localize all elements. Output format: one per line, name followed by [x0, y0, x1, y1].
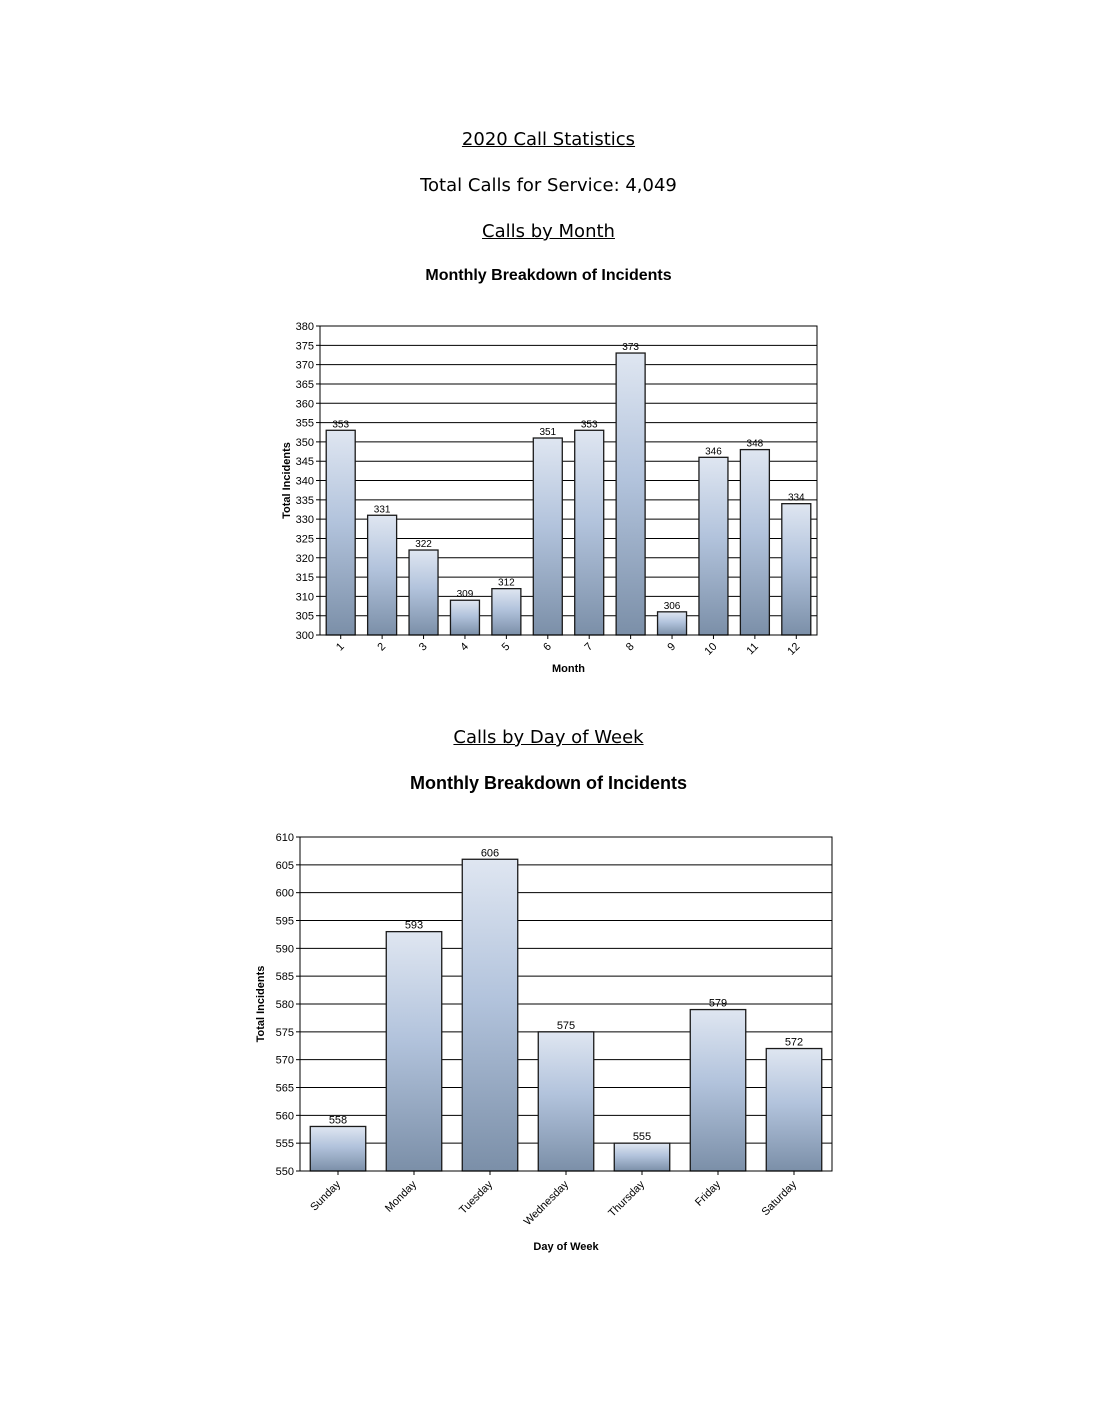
bar	[533, 438, 562, 635]
data-label: 353	[580, 419, 598, 431]
bar	[658, 612, 687, 635]
bar	[690, 1010, 745, 1171]
y-tick-label: 555	[275, 1138, 294, 1151]
data-label: 555	[632, 1131, 652, 1144]
x-tick-label: 3	[416, 640, 430, 654]
x-tick-label: 5	[499, 640, 513, 654]
bar	[575, 430, 604, 635]
y-tick-label: 365	[295, 378, 314, 391]
x-tick-label: 11	[744, 640, 761, 658]
x-tick-label: Saturday	[759, 1178, 800, 1219]
bar	[492, 589, 521, 635]
data-label: 346	[705, 446, 722, 458]
y-tick-label: 560	[275, 1110, 294, 1123]
y-axis-label: Total Incidents	[255, 965, 267, 1043]
bar	[462, 859, 517, 1171]
chart-title-day: Monthly Breakdown of Incidents	[409, 773, 687, 793]
y-tick-label: 600	[275, 887, 294, 900]
x-tick-label: 12	[785, 640, 803, 658]
x-tick-label: 4	[458, 640, 472, 654]
x-tick-label: 6	[541, 640, 554, 654]
x-tick-label: Friday	[693, 1178, 724, 1209]
bar	[766, 1049, 821, 1171]
x-axis-label: Month	[552, 663, 585, 675]
y-tick-label: 595	[275, 915, 294, 928]
y-tick-label: 305	[295, 610, 314, 623]
data-label: 353	[332, 419, 350, 431]
bar	[386, 932, 441, 1171]
y-tick-label: 330	[295, 514, 314, 527]
x-tick-label: Thursday	[606, 1178, 648, 1220]
y-tick-label: 380	[295, 321, 314, 333]
data-label: 334	[787, 492, 805, 504]
x-axis-label: Day of Week	[533, 1241, 599, 1253]
y-tick-label: 345	[295, 456, 314, 469]
data-label: 331	[373, 504, 391, 516]
y-tick-label: 355	[295, 417, 314, 430]
y-tick-label: 370	[295, 359, 314, 372]
bar	[614, 1143, 669, 1171]
y-tick-label: 375	[295, 340, 314, 353]
bar	[699, 457, 728, 635]
bar	[782, 504, 811, 635]
chart-month	[0, 310, 1097, 690]
x-tick-label: 9	[665, 640, 679, 654]
x-tick-label: Wednesday	[521, 1178, 572, 1229]
y-tick-label: 335	[295, 494, 314, 507]
y-tick-label: 300	[295, 630, 314, 642]
data-label: 373	[622, 342, 639, 354]
y-tick-label: 585	[275, 971, 294, 984]
y-tick-label: 590	[275, 943, 294, 956]
y-tick-label: 580	[275, 999, 294, 1011]
x-tick-label: 8	[623, 640, 637, 654]
y-tick-label: 315	[295, 572, 314, 585]
bar	[409, 550, 438, 635]
x-tick-label: 1	[334, 640, 347, 654]
total-calls-line: Total Calls for Service: 4,049	[420, 175, 677, 196]
data-label: 593	[404, 919, 424, 932]
chart-title-month: Monthly Breakdown of Incidents	[425, 267, 672, 284]
data-label: 558	[328, 1114, 348, 1127]
bar	[538, 1032, 593, 1171]
bar	[450, 600, 479, 635]
data-label: 306	[663, 600, 681, 612]
section-title-month: Calls by Month	[482, 221, 615, 242]
y-axis-label: Total Incidents	[281, 442, 293, 519]
y-tick-label: 610	[275, 832, 294, 844]
x-tick-label: 7	[582, 640, 596, 654]
data-label: 312	[498, 577, 515, 589]
section-title-day: Calls by Day of Week	[453, 727, 644, 748]
bar	[616, 353, 645, 635]
data-label: 322	[415, 539, 432, 551]
y-tick-label: 550	[275, 1166, 294, 1178]
bar	[368, 515, 397, 635]
y-tick-label: 340	[295, 475, 314, 488]
x-tick-label: 10	[702, 640, 720, 658]
x-tick-label: Sunday	[308, 1178, 344, 1214]
y-tick-label: 565	[275, 1082, 294, 1095]
y-tick-label: 575	[275, 1026, 294, 1039]
x-tick-label: Tuesday	[457, 1178, 496, 1217]
data-label: 575	[556, 1019, 576, 1032]
y-tick-label: 325	[295, 533, 314, 546]
bar	[310, 1126, 365, 1171]
x-tick-label: Monday	[382, 1178, 420, 1215]
bar	[326, 430, 355, 635]
data-label: 606	[480, 847, 500, 860]
data-label: 572	[784, 1036, 804, 1049]
data-label: 579	[708, 997, 728, 1010]
x-tick-label: 2	[375, 640, 389, 654]
y-tick-label: 360	[295, 398, 314, 411]
data-label: 309	[456, 589, 474, 601]
document-heading: 2020 Call Statistics	[461, 129, 636, 150]
chart-day	[0, 820, 1097, 1270]
y-tick-label: 570	[275, 1054, 294, 1067]
y-tick-label: 350	[295, 436, 314, 449]
data-label: 351	[539, 427, 557, 439]
y-tick-label: 320	[295, 552, 314, 565]
data-label: 348	[746, 438, 764, 450]
y-tick-label: 605	[275, 859, 294, 872]
bar	[740, 450, 769, 635]
y-tick-label: 310	[295, 591, 314, 604]
